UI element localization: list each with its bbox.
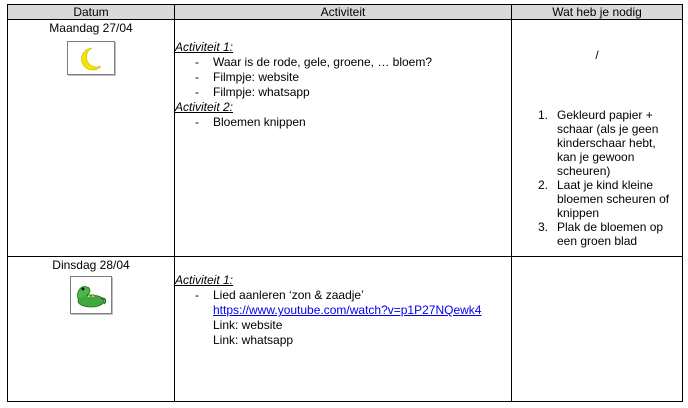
header-activity: Activiteit — [175, 5, 512, 20]
list-item: - Bloemen knippen — [195, 115, 306, 129]
website-link-text: Link: website — [213, 318, 283, 332]
youtube-link[interactable]: https://www.youtube.com/watch?v=p1P27NQewk4 — [213, 303, 482, 317]
table-row — [8, 20, 683, 257]
activity-title: Activiteit 1: — [175, 40, 234, 54]
list-item: - Filmpje: whatsapp — [195, 85, 310, 99]
date-cell — [8, 257, 175, 402]
list-item: 3. Plak de bloemen op een groen blad — [538, 220, 664, 248]
list-item: - Filmpje: website — [195, 70, 300, 84]
activity-title: Activiteit 2: — [175, 100, 234, 114]
header-needs: Wat heb je nodig — [512, 5, 683, 20]
needs-cell — [512, 20, 683, 257]
moon-icon — [67, 41, 115, 75]
weekly-plan-table — [7, 4, 683, 402]
date-label: Maandag 27/04 — [49, 21, 133, 35]
whatsapp-link-text: Link: whatsapp — [213, 333, 294, 347]
date-label: Dinsdag 28/04 — [52, 258, 130, 272]
needs-cell — [512, 257, 683, 402]
needs-list — [512, 108, 682, 248]
list-item: - Waar is de rode, gele, groene, … bloem? — [195, 55, 433, 69]
list-item: - Lied aanleren ‘zon & zaadje’ — [195, 288, 364, 302]
header-date: Datum — [8, 5, 175, 20]
activity-cell — [175, 20, 512, 257]
date-cell — [8, 20, 175, 257]
list-item: 1. Gekleurd papier + schaar (als je geen kinderschaar hebt, kan je gewoon scheuren) — [538, 108, 659, 178]
header-row — [8, 5, 683, 20]
activity-cell — [175, 257, 512, 402]
needs-none-marker: / — [595, 48, 599, 62]
activity-title: Activiteit 1: — [175, 273, 234, 287]
table-row — [8, 257, 683, 402]
dragon-icon — [70, 276, 112, 314]
list-item: 2. Laat je kind kleine bloemen scheuren of knippen — [538, 178, 670, 220]
